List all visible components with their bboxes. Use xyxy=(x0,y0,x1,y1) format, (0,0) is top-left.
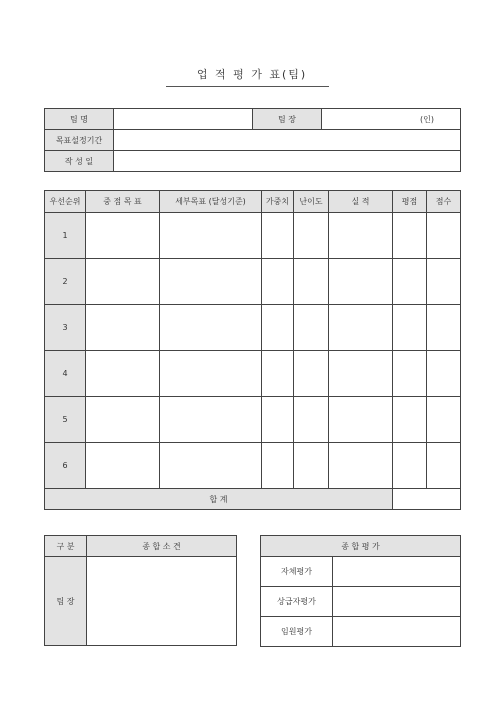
period-label: 목표설정기간 xyxy=(45,130,114,151)
self-eval-label: 자체평가 xyxy=(261,557,333,587)
table-row xyxy=(45,443,461,489)
weight-cell[interactable] xyxy=(262,397,294,443)
total-label: 합 계 xyxy=(45,489,393,510)
priority-cell: 3 xyxy=(45,305,86,351)
table-row xyxy=(45,397,461,443)
difficulty-cell[interactable] xyxy=(294,443,329,489)
total-score-field[interactable] xyxy=(393,489,461,510)
rating-cell[interactable] xyxy=(393,397,427,443)
key-goal-cell[interactable] xyxy=(86,305,160,351)
priority-cell: 4 xyxy=(45,351,86,397)
header-score: 점수 xyxy=(427,191,461,213)
difficulty-cell[interactable] xyxy=(294,351,329,397)
supervisor-eval-label: 상급자평가 xyxy=(261,587,333,617)
difficulty-cell[interactable] xyxy=(294,213,329,259)
score-cell[interactable] xyxy=(427,443,461,489)
key-goal-cell[interactable] xyxy=(86,259,160,305)
header-rating: 평점 xyxy=(393,191,427,213)
priority-cell: 1 xyxy=(45,213,86,259)
date-field[interactable] xyxy=(114,151,461,172)
weight-cell[interactable] xyxy=(262,305,294,351)
title-underline xyxy=(166,86,329,87)
performance-cell[interactable] xyxy=(329,259,393,305)
score-cell[interactable] xyxy=(427,213,461,259)
seal-mark: (인) xyxy=(420,114,434,124)
difficulty-cell[interactable] xyxy=(294,305,329,351)
goals-table xyxy=(44,190,461,510)
final-eval-header: 종 합 평 가 xyxy=(261,536,461,557)
team-leader-field[interactable] xyxy=(322,109,461,130)
key-goal-cell[interactable] xyxy=(86,443,160,489)
opinion-row-label: 팀 장 xyxy=(45,557,87,646)
priority-cell: 2 xyxy=(45,259,86,305)
performance-cell[interactable] xyxy=(329,443,393,489)
table-row xyxy=(45,259,461,305)
rating-cell[interactable] xyxy=(393,351,427,397)
table-row xyxy=(45,213,461,259)
score-cell[interactable] xyxy=(427,259,461,305)
detail-goal-cell[interactable] xyxy=(160,259,262,305)
difficulty-cell[interactable] xyxy=(294,259,329,305)
detail-goal-cell[interactable] xyxy=(160,305,262,351)
priority-cell: 5 xyxy=(45,397,86,443)
team-name-label: 팀 명 xyxy=(45,109,114,130)
score-cell[interactable] xyxy=(427,351,461,397)
performance-cell[interactable] xyxy=(329,213,393,259)
header-detail-goal: 세부목표 (달성기준) xyxy=(160,191,262,213)
header-weight: 가중치 xyxy=(262,191,294,213)
header-key-goal: 중 점 목 표 xyxy=(86,191,160,213)
difficulty-cell[interactable] xyxy=(294,397,329,443)
opinion-header: 종 합 소 견 xyxy=(87,536,237,557)
rating-cell[interactable] xyxy=(393,443,427,489)
performance-cell[interactable] xyxy=(329,351,393,397)
table-row xyxy=(45,351,461,397)
rating-cell[interactable] xyxy=(393,259,427,305)
executive-eval-field[interactable] xyxy=(333,617,461,647)
key-goal-cell[interactable] xyxy=(86,351,160,397)
detail-goal-cell[interactable] xyxy=(160,443,262,489)
score-cell[interactable] xyxy=(427,305,461,351)
header-priority: 우선순위 xyxy=(45,191,86,213)
team-leader-label: 팀 장 xyxy=(253,109,322,130)
self-eval-field[interactable] xyxy=(333,557,461,587)
rating-cell[interactable] xyxy=(393,213,427,259)
header-difficulty: 난이도 xyxy=(294,191,329,213)
executive-eval-label: 임원평가 xyxy=(261,617,333,647)
opinion-col-label: 구 분 xyxy=(45,536,87,557)
priority-cell: 6 xyxy=(45,443,86,489)
date-label: 작 성 일 xyxy=(45,151,114,172)
opinion-table xyxy=(44,535,237,646)
score-cell[interactable] xyxy=(427,397,461,443)
team-name-field[interactable] xyxy=(114,109,253,130)
weight-cell[interactable] xyxy=(262,213,294,259)
header-performance: 실 적 xyxy=(329,191,393,213)
table-row xyxy=(45,305,461,351)
weight-cell[interactable] xyxy=(262,351,294,397)
key-goal-cell[interactable] xyxy=(86,397,160,443)
key-goal-cell[interactable] xyxy=(86,213,160,259)
final-eval-table xyxy=(260,535,461,647)
opinion-field[interactable] xyxy=(87,557,237,646)
detail-goal-cell[interactable] xyxy=(160,213,262,259)
weight-cell[interactable] xyxy=(262,259,294,305)
period-field[interactable] xyxy=(114,130,461,151)
page-title: 업 적 평 가 표(팀) xyxy=(196,68,308,81)
rating-cell[interactable] xyxy=(393,305,427,351)
detail-goal-cell[interactable] xyxy=(160,351,262,397)
performance-cell[interactable] xyxy=(329,305,393,351)
supervisor-eval-field[interactable] xyxy=(333,587,461,617)
detail-goal-cell[interactable] xyxy=(160,397,262,443)
performance-cell[interactable] xyxy=(329,397,393,443)
info-table xyxy=(44,108,461,172)
weight-cell[interactable] xyxy=(262,443,294,489)
